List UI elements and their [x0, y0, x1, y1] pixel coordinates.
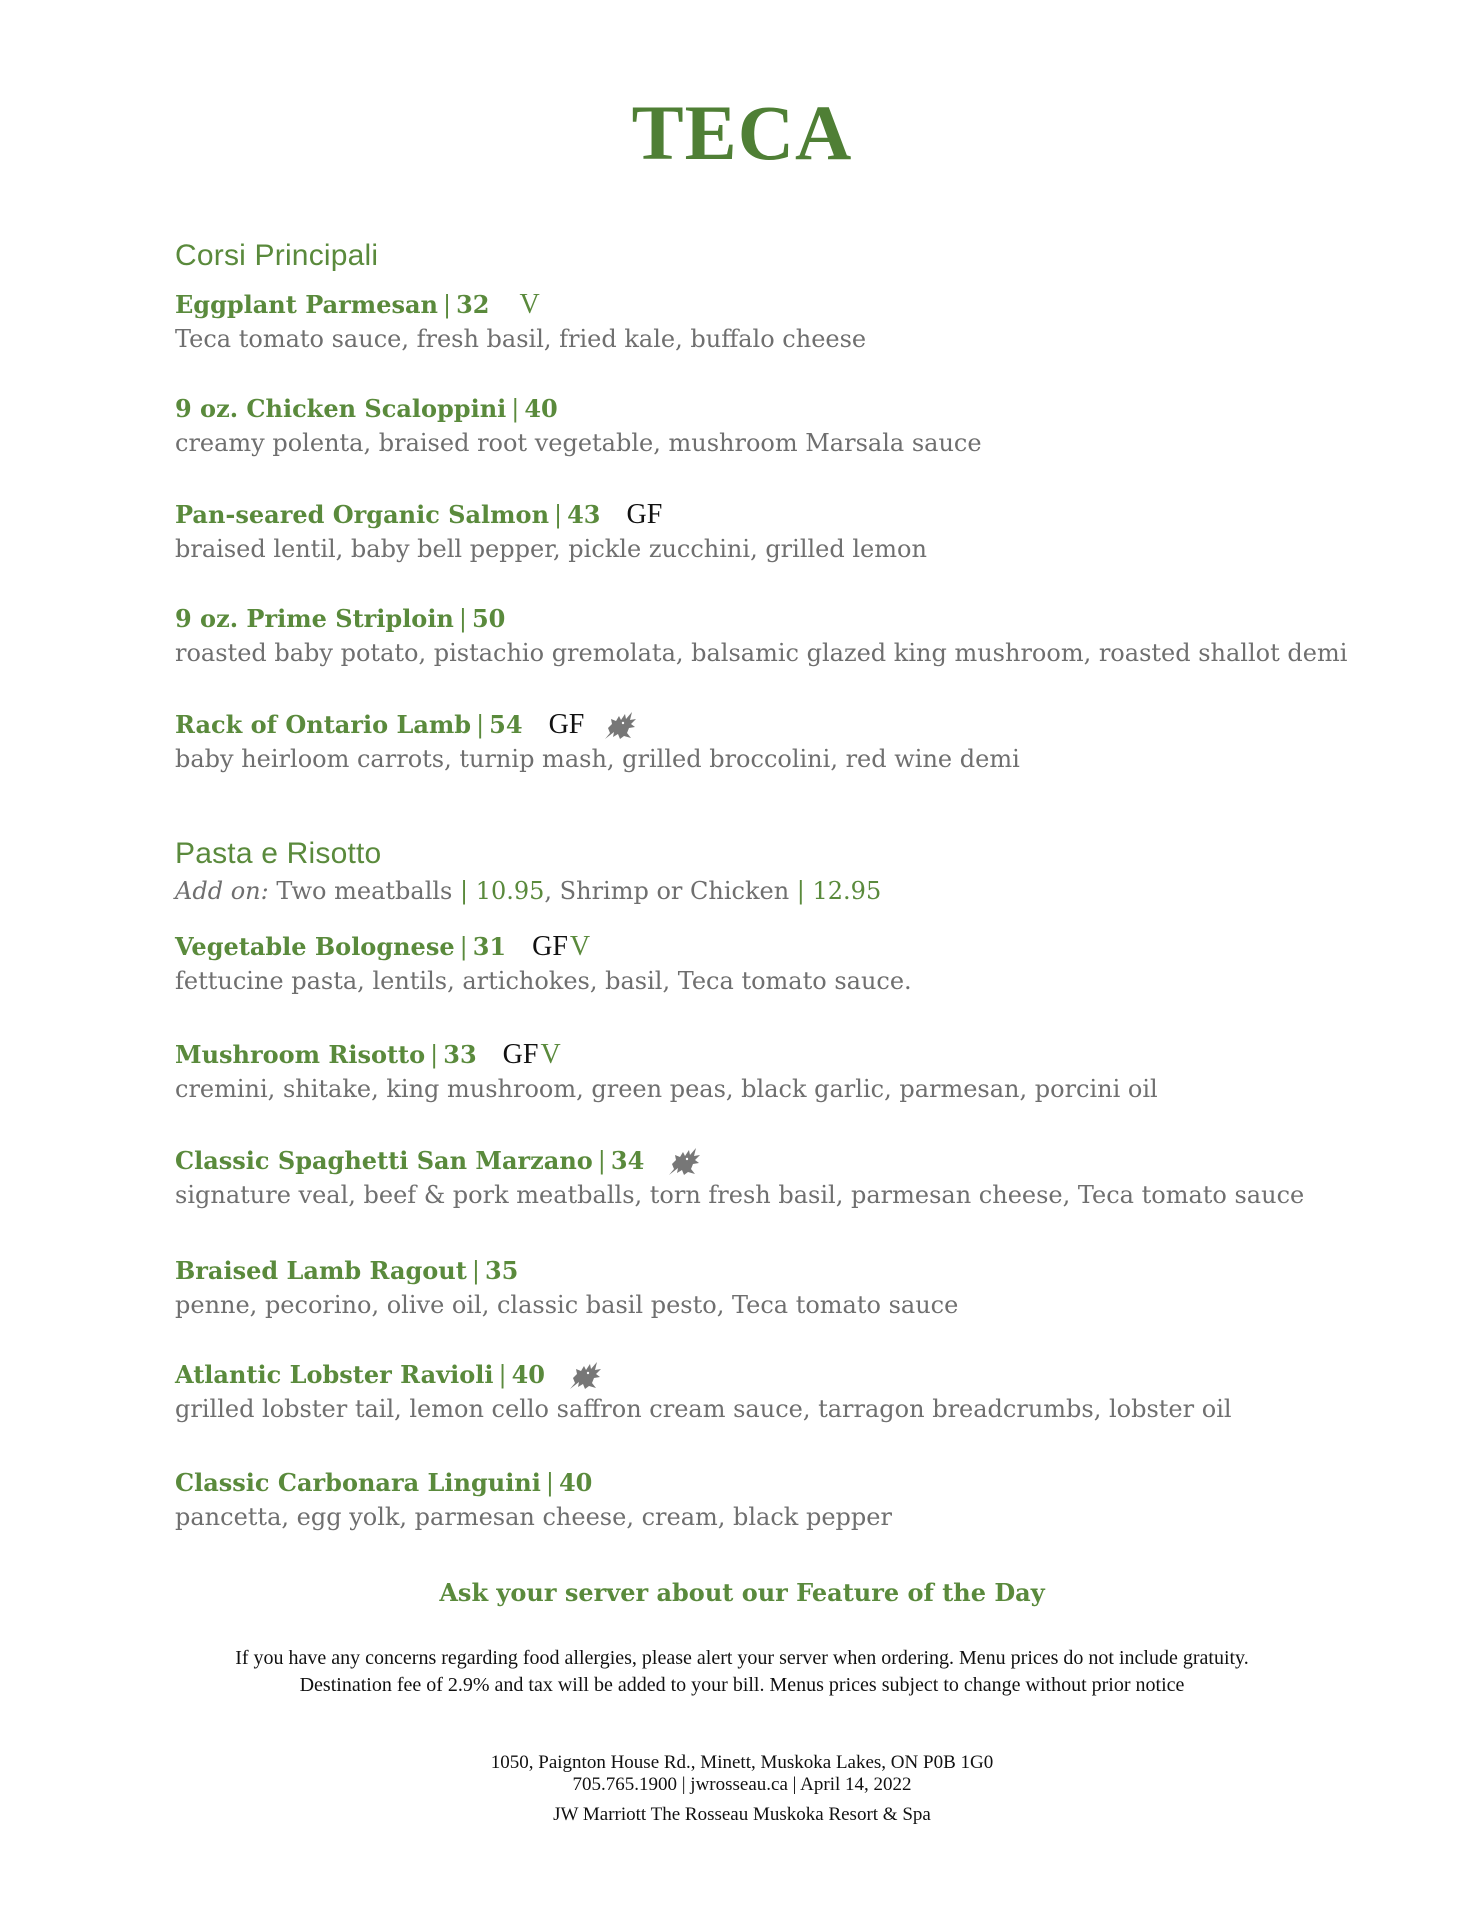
item-description: cremini, shitake, king mushroom, green peas, black garlic, parmesan, porcini oil — [175, 1075, 1158, 1103]
vegetarian-badge: V — [540, 1039, 561, 1070]
price-separator: | — [430, 1041, 439, 1069]
hotel-name: JW Marriott The Rosseau Muskoka Resort & Spa — [553, 1804, 931, 1825]
item-price: 35 — [484, 1256, 519, 1285]
menu-item-9-oz-prime-striploin — [175, 602, 1347, 670]
item-price: 54 — [489, 710, 523, 739]
item-name: Pan-seared Organic Salmon — [175, 500, 550, 529]
add-on-sep: | — [789, 877, 813, 905]
item-description: pancetta, egg yolk, parmesan cheese, cream, black pepper — [175, 1503, 892, 1531]
item-header — [175, 708, 1020, 742]
price-separator: | — [458, 605, 467, 633]
footer-address — [0, 1752, 1484, 1826]
price-separator: | — [511, 395, 520, 423]
gluten-free-badge: GF — [626, 499, 663, 530]
item-description: creamy polenta, braised root vegetable, mushroom Marsala sauce — [175, 429, 982, 457]
item-price: 50 — [471, 604, 506, 633]
section-heading: Pasta e Risotto — [175, 837, 382, 870]
feature-of-the-day: Ask your server about our Feature of the Day — [439, 1578, 1045, 1607]
item-header — [175, 1038, 1158, 1072]
item-name: 9 oz. Prime Striploin — [175, 604, 454, 633]
section-pasta-e-risotto — [175, 836, 1355, 1531]
price-separator: | — [459, 933, 468, 961]
menu-item-classic-carbonara-linguini — [175, 1466, 892, 1534]
address-line: 1050, Paignton House Rd., Minett, Muskoka Lakes, ON P0B 1G0 — [490, 1752, 994, 1773]
dragon-icon — [602, 708, 638, 742]
add-on-sep: | — [452, 877, 476, 905]
add-on-price: 10.95 — [475, 877, 545, 905]
item-description: baby heirloom carrots, turnip mash, grilled broccolini, red wine demi — [175, 745, 1020, 773]
section-heading: Corsi Principali — [175, 239, 379, 272]
price-separator: | — [471, 1257, 480, 1285]
item-description: roasted baby potato, pistachio gremolata, balsamic glazed king mushroom, roasted shallot demi — [175, 639, 1348, 667]
add-on-price: 12.95 — [812, 877, 882, 905]
item-name: Mushroom Risotto — [175, 1040, 426, 1069]
gluten-free-badge: GF — [502, 1039, 539, 1070]
item-header — [175, 1466, 892, 1500]
price-separator: | — [476, 711, 485, 739]
item-price: 34 — [610, 1146, 645, 1175]
add-on-item: Two meatballs — [276, 877, 453, 905]
price-separator: | — [554, 501, 563, 529]
item-name: Classic Spaghetti San Marzano — [175, 1146, 593, 1175]
item-header — [175, 930, 912, 964]
price-separator: | — [498, 1361, 507, 1389]
item-price: 40 — [558, 1468, 593, 1497]
item-price: 40 — [524, 394, 558, 423]
menu-item-vegetable-bolognese — [175, 930, 912, 998]
menu-item-pan-seared-organic-salmon — [175, 498, 927, 566]
item-header — [175, 288, 866, 322]
item-name: 9 oz. Chicken Scaloppini — [175, 394, 507, 423]
item-description: fettucine pasta, lentils, artichokes, basil, Teca tomato sauce. — [175, 967, 912, 995]
item-name: Atlantic Lobster Ravioli — [175, 1360, 494, 1389]
item-description: signature veal, beef & pork meatballs, torn fresh basil, parmesan cheese, Teca tomato sauce — [175, 1181, 1305, 1209]
add-on-line — [175, 874, 1355, 908]
menu-item-braised-lamb-ragout — [175, 1254, 958, 1322]
item-name: Rack of Ontario Lamb — [175, 710, 472, 739]
item-name: Braised Lamb Ragout — [175, 1256, 467, 1285]
gluten-free-badge: GF — [548, 709, 585, 740]
menu-item-mushroom-risotto — [175, 1038, 1158, 1106]
menu-item-eggplant-parmesan — [175, 288, 866, 356]
contact-line: 705.765.1900 | jwrosseau.ca | April 14, 2022 — [572, 1774, 912, 1795]
item-header — [175, 498, 927, 532]
price-separator: | — [545, 1469, 554, 1497]
allergy-notice — [0, 1645, 1484, 1699]
add-on-item: , Shrimp or Chicken — [544, 877, 790, 905]
add-on-label: Add on: — [175, 877, 269, 905]
item-price: 32 — [456, 290, 490, 319]
item-price: 43 — [567, 500, 601, 529]
section-corsi-principali — [175, 238, 1355, 773]
item-name: Classic Carbonara Linguini — [175, 1468, 541, 1497]
notice-line: Destination fee of 2.9% and tax will be added to your bill. Menus prices subject to change without prior notice — [299, 1674, 1185, 1696]
item-name: Vegetable Bolognese — [175, 932, 455, 961]
vegetarian-badge: V — [569, 931, 591, 962]
gluten-free-badge: GF — [532, 931, 568, 962]
notice-line: If you have any concerns regarding food allergies, please alert your server when ordering. Menu prices do not include gratuity. — [235, 1647, 1249, 1669]
item-description: penne, pecorino, olive oil, classic basil pesto, Teca tomato sauce — [175, 1291, 959, 1319]
item-header — [175, 602, 1347, 636]
price-separator: | — [597, 1147, 606, 1175]
item-name: Eggplant Parmesan — [175, 290, 438, 319]
item-description: Teca tomato sauce, fresh basil, fried kale, buffalo cheese — [175, 325, 867, 353]
item-header — [175, 1144, 1304, 1178]
menu-item-9-oz-chicken-scaloppini — [175, 392, 982, 460]
item-description: braised lentil, baby bell pepper, pickle zucchini, grilled lemon — [175, 535, 927, 563]
restaurant-title: TECA — [631, 89, 853, 176]
item-header — [175, 392, 982, 426]
dragon-icon — [567, 1358, 603, 1392]
dragon-icon — [666, 1144, 702, 1178]
menu-item-atlantic-lobster-ravioli — [175, 1358, 1232, 1426]
price-separator: | — [442, 291, 452, 319]
menu-item-classic-spaghetti-san-marzano — [175, 1144, 1304, 1212]
item-description: grilled lobster tail, lemon cello saffron cream sauce, tarragon breadcrumbs, lobster oil — [175, 1395, 1232, 1423]
item-header — [175, 1358, 1232, 1392]
item-price: 31 — [472, 932, 507, 961]
vegetarian-badge: V — [519, 289, 540, 320]
menu-item-rack-of-ontario-lamb — [175, 708, 1020, 776]
item-price: 33 — [443, 1040, 477, 1069]
item-header — [175, 1254, 958, 1288]
item-price: 40 — [511, 1360, 545, 1389]
